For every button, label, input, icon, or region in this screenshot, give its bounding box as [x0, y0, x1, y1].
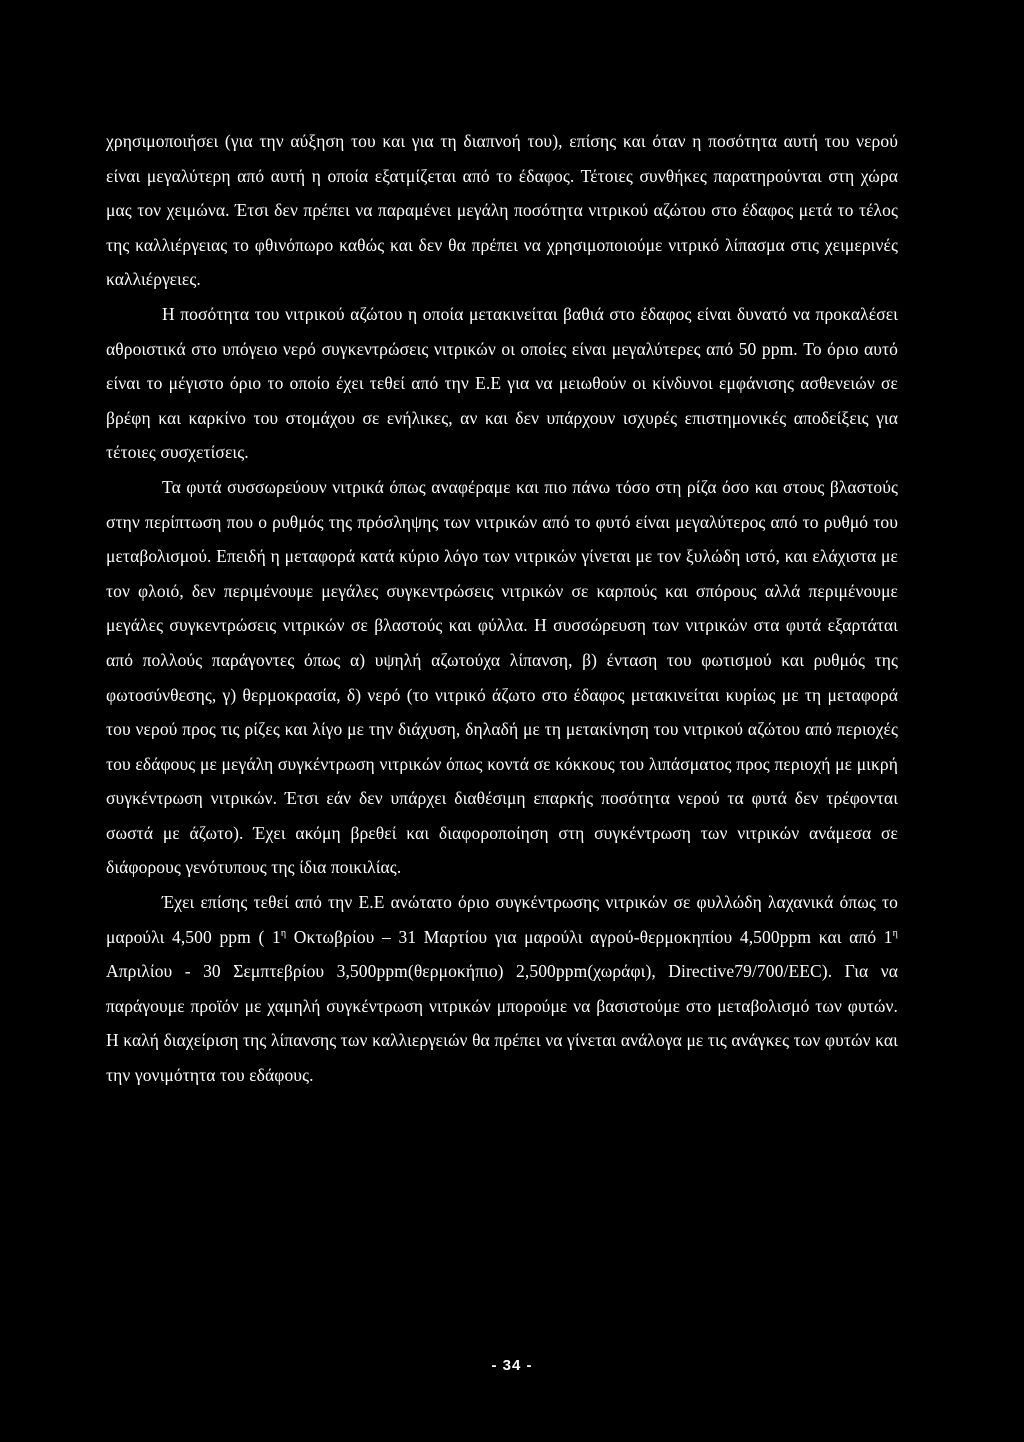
ordinal-superscript-1: η: [280, 927, 287, 939]
body-text: [106, 124, 898, 1093]
page-number: - 34 -: [491, 1357, 533, 1374]
paragraph-plant-accumulation: Τα φυτά συσσωρεύουν νιτρικά όπως αναφέραμε και πιο πάνω τόσο στη ρίζα όσο και στους βλαστούς στην περίπτωση που ο ρυθμός της πρόσληψης των νιτρικών από το φυτό είναι μεγαλύτερος από το ρυθμό του μεταβολισμού. Επειδή η μεταφορά κατά κύριο λόγο των νιτρικών γίνεται με τον ξυλώδη ιστό, και ελάχιστα με τον φλοιό, δεν περιμένουμε μεγάλες συγκεντρώσεις νιτρικών σε καρπούς και σπόρους αλλά περιμένουμε μεγάλες συγκεντρώσεις νιτρικών σε βλαστούς και φύλλα. Η συσσώρευση των νιτρικών στα φυτά εξαρτάται από πολλούς παράγοντες όπως α) υψηλή αζωτούχα λίπανση, β) ένταση του φωτισμού και ρυθμός της φωτοσύνθεσης, γ) θερμοκρασία, δ) νερό (το νιτρικό άζωτο στο έδαφος μετακινείται κυρίως με τη μεταφορά του νερού προς τις ρίζες και λίγο με την διάχυση, δηλαδή με τη μετακίνηση του νιτρικού αζώτου από περιοχές του εδάφους με μεγάλη συγκέντρωση νιτρικών όπως κοντά σε κόκκους του λιπάσματος προς περιοχή με μικρή συγκέντρωση νιτρικών. Έτσι εάν δεν υπάρχει διαθέσιμη επαρκής ποσότητα νερού τα φυτά δεν τρέφονται σωστά με άζωτο). Έχει ακόμη βρεθεί και διαφοροποίηση στη συγκέντρωση των νιτρικών ανάμεσα σε διάφορους γενότυπους της ίδια ποικιλίας.: [106, 476, 898, 878]
paragraph-continuation: χρησιμοποιήσει (για την αύξηση του και για τη διαπνοή του), επίσης και όταν η ποσότητα αυτή του νερού είναι μεγαλύτερη από αυτή η οποία εξατμίζεται από το έδαφος. Τέτοιες συνθήκες παρατηρούνται στη χώρα μας τον χειμώνα. Έτσι δεν πρέπει να παραμένει μεγάλη ποσότητα νιτρικού αζώτου στο έδαφος μετά το τέλος της καλλιέργειας το φθινόπωρο καθώς και δεν θα πρέπει να χρησιμοποιούμε νιτρικό λίπασμα στις χειμερινές καλλιέργειες.: [106, 131, 898, 290]
eu-limits-text-1: Έχει επίσης τεθεί από την Ε.Ε ανώτατο όριο συγκέντρωσης νιτρικών σε φυλλώδη λαχανικά όπως το μαρούλι 4,500 ppm ( 1: [106, 892, 898, 947]
eu-limits-text-3: Απριλίου - 30 Σεμπτεβρίου 3,500ppm(θερμοκήπιο) 2,500ppm(χωράφι), Directive79/700/EEC). Για να παράγουμε προϊόν με χαμηλή συγκέντρωση νιτρικών μπορούμε να βασιστούμε στο μεταβολισμό των φυτών. Η καλή διαχείριση της λίπανσης των καλλιεργειών θα πρέπει να γίνεται ανάλογα με τις ανάγκες των φυτών και την γονιμότητα του εδάφους.: [106, 961, 898, 1086]
eu-limits-text-2: Οκτωβρίου – 31 Μαρτίου για μαρούλι αγρού-θερμοκηπίου 4,500ppm και από 1: [286, 926, 893, 947]
paragraph-nitrate-limit: Η ποσότητα του νιτρικού αζώτου η οποία μετακινείται βαθιά στο έδαφος είναι δυνατό να προκαλέσει αθροιστικά στο υπόγειο νερό συγκεντρώσεις νιτρικών οι οποίες είναι μεγαλύτερες από 50 ppm. Το όριο αυτό είναι το μέγιστο όριο το οποίο έχει τεθεί από την Ε.Ε για να μειωθούν οι κίνδυνοι εμφάνισης ασθενειών σε βρέφη και καρκίνο του στομάχου σε ενήλικες, αν και δεν υπάρχουν ισχυρές επιστημονικές αποδείξεις για τέτοιες συσχετίσεις.: [106, 303, 898, 463]
paragraph-eu-limits: [106, 885, 898, 1093]
ordinal-superscript-2: η: [892, 927, 899, 939]
